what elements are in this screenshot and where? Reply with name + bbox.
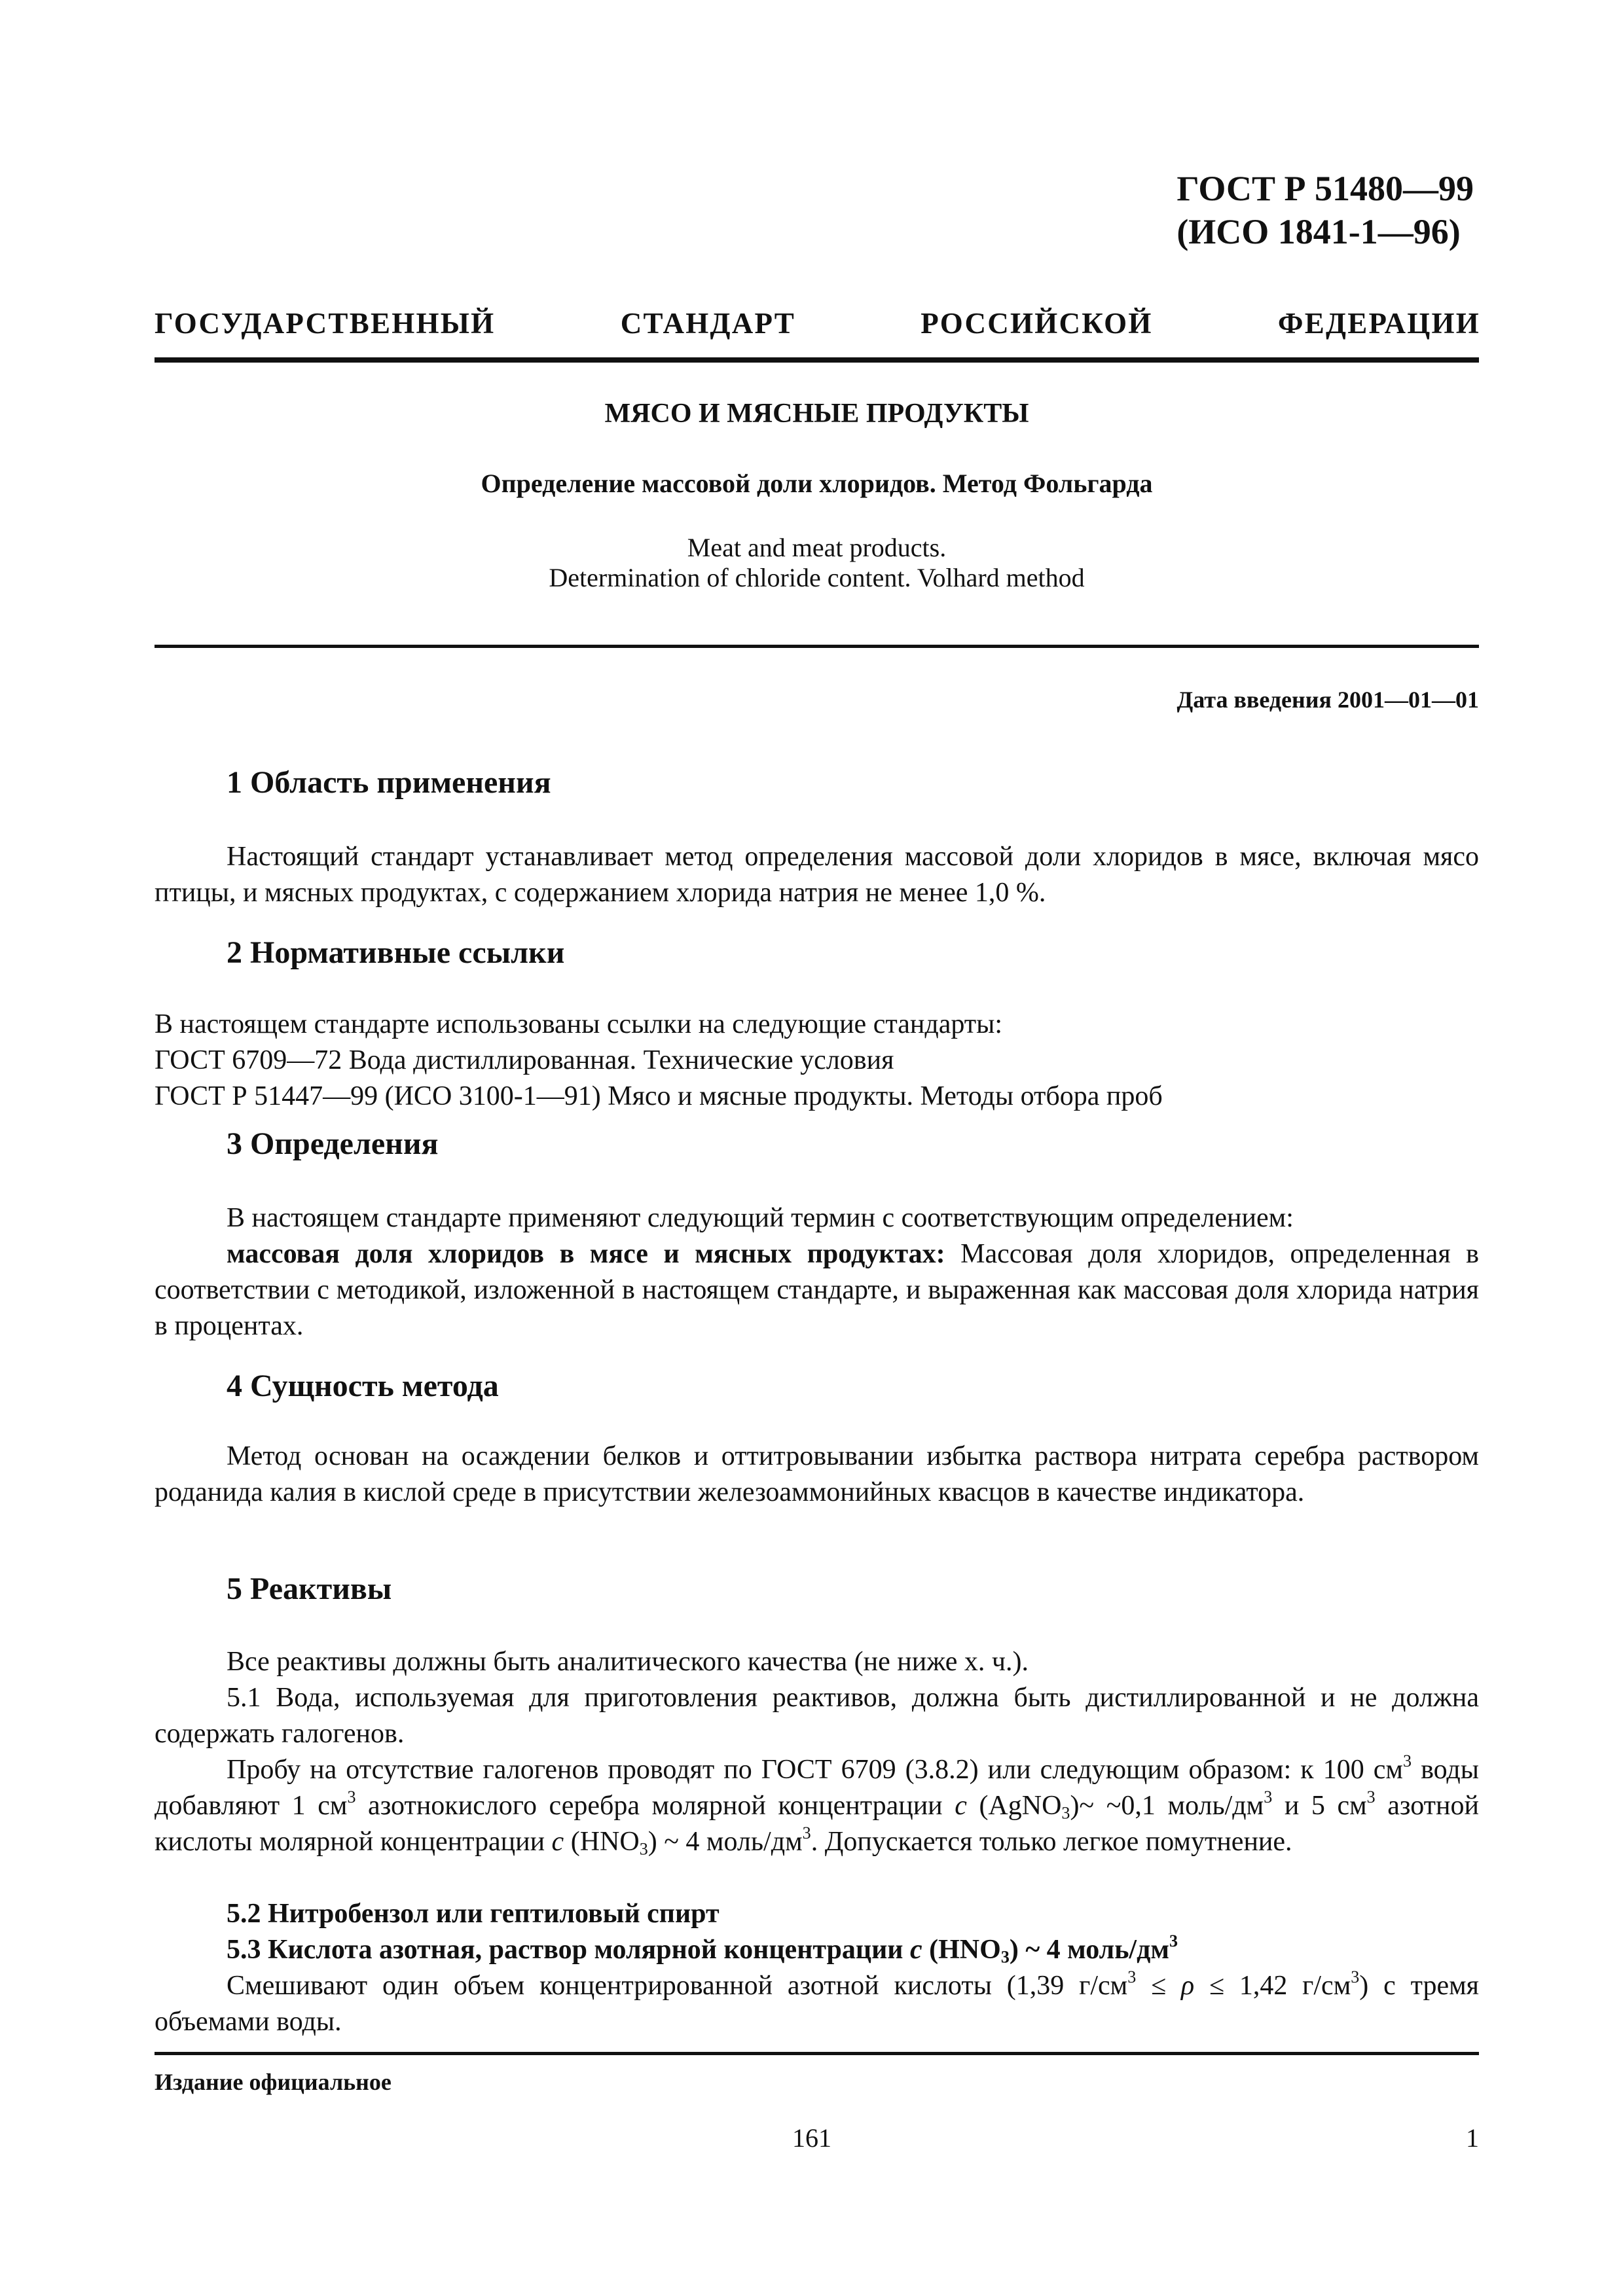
reference-intro: В настоящем стандарте использованы ссылки на следующие стандарты:: [155, 1009, 1003, 1039]
section-2-heading: 2 Нормативные ссылки: [227, 935, 565, 970]
section-1-text: Настоящий стандарт устанавливает метод определения массовой доли хлоридов в мясе, включая мясо птицы, и мясных продуктах, с содержанием хлорида натрия не менее 1,0 %.: [155, 842, 1479, 908]
standard-subtitle: Определение массовой доли хлоридов. Метод Фольгарда: [481, 469, 1153, 498]
standard-title: МЯСО И МЯСНЫЕ ПРОДУКТЫ: [604, 399, 1029, 429]
reference-gost-6709: ГОСТ 6709—72 Вода дистиллированная. Технические условия: [155, 1045, 894, 1075]
official-edition-label: Издание официальное: [155, 2069, 392, 2095]
english-title-line-2: Determination of chloride content. Volhard method: [549, 563, 1085, 592]
section-4-text: Метод основан на осаждении белков и оттитровывании избытка раствора нитрата серебра раствором роданида калия в кислой среде в присутствии железоаммонийных квасцов в качестве индикатора.: [155, 1441, 1479, 1507]
reagents-intro: Все реактивы должны быть аналитического качества (не ниже х. ч.).: [227, 1647, 1029, 1677]
section-4-heading: 4 Сущность метода: [227, 1369, 499, 1403]
section-3-intro: В настоящем стандарте применяют следующий термин с соответствующим определением:: [227, 1203, 1294, 1233]
section-2-body: [155, 1007, 1479, 1115]
page-number-right: 1: [1466, 2123, 1479, 2153]
halogen-test-paragraph: Пробу на отсутствие галогенов проводят по ГОСТ 6709 (3.8.2) или следующим образом: к 100 $см^3$ воды добавляют 1 $см^3$ азотнокислого серебра молярной концентрации c (AgNO$_3$)~ ~0,1 моль/$дм^3$ и 5 $см^3$ азотной кислоты молярной концентрации c $(HNO_3)$ ~ 4 моль/$дм^3$. Допускается только легкое помутнение.: [155, 1751, 1479, 1859]
top-divider: [155, 357, 1479, 363]
footer-divider: [155, 2052, 1479, 2055]
clause-5-3: 5.3 Кислота азотная, раствор молярной концентрации c $(HNO_3)$ ~ 4 моль/$дм^3$: [227, 1931, 1178, 1967]
english-title: [155, 533, 1479, 593]
clause-5-2: 5.2 Нитробензол или гептиловый спирт: [227, 1899, 720, 1929]
page-number-center: 161: [792, 2123, 831, 2153]
section-3-definition: [155, 1236, 1479, 1344]
title-divider: [155, 645, 1479, 648]
defined-term: массовая доля хлоридов в мясе и мясных продуктах:: [227, 1239, 945, 1269]
introduction-date: Дата введения 2001—01—01: [1176, 687, 1479, 713]
state-standard-heading: ГОСУДАРСТВЕННЫЙ СТАНДАРТ РОССИЙСКОЙ ФЕДЕРАЦИИ: [155, 307, 1480, 340]
document-number-block: [1176, 167, 1474, 253]
gost-number: ГОСТ Р 51480—99: [1176, 169, 1474, 208]
iso-number: (ИСО 1841-1—96): [1176, 212, 1461, 251]
term-definition: Массовая доля хлоридов, определенная в соответствии с методикой, изложенной в настоящем стандарте, и выраженная как массовая доля хлорида натрия в процентах.: [155, 1239, 1480, 1341]
nitric-acid-preparation: Смешивают один объем концентрированной азотной кислоты (1,39 $г/см^3 \le \rho \le 1,42$ $г/см^3$) с тремя объемами воды.: [155, 1967, 1479, 2037]
section-1-heading: 1 Область применения: [227, 765, 551, 800]
english-title-line-1: Meat and meat products.: [687, 533, 947, 562]
reference-gost-51447: ГОСТ Р 51447—99 (ИСО 3100-1—91) Мясо и мясные продукты. Методы отбора проб: [155, 1081, 1163, 1111]
section-5-heading: 5 Реактивы: [227, 1571, 392, 1606]
section-3-heading: 3 Определения: [227, 1126, 439, 1161]
clause-5-1: 5.1 Вода, используемая для приготовления реактивов, должна быть дистиллированной и не должна содержать галогенов.: [155, 1683, 1479, 1749]
